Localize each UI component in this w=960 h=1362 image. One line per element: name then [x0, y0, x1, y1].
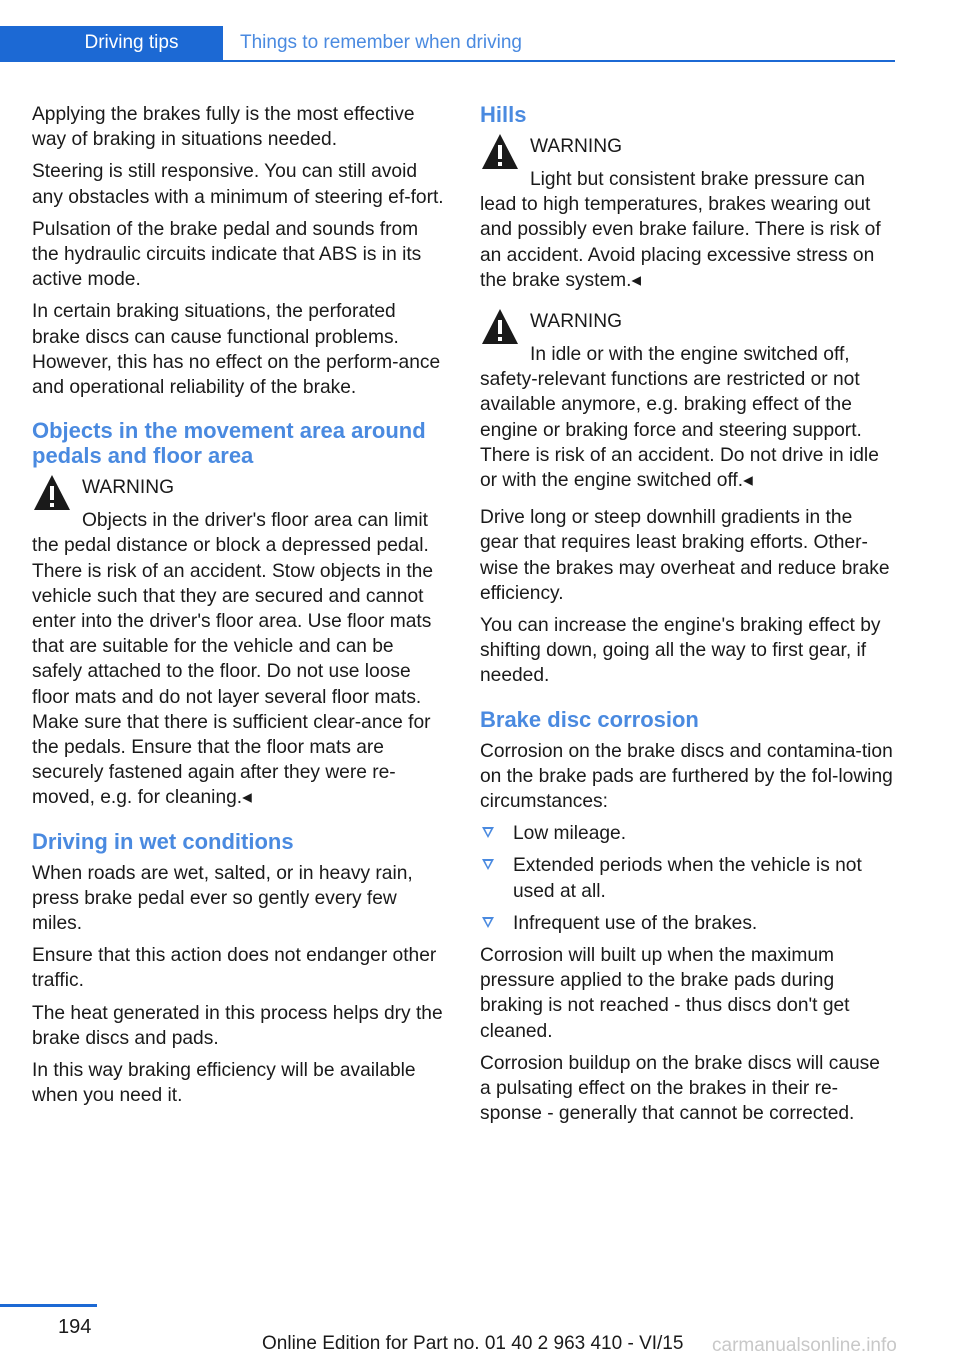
warning-box [480, 309, 895, 493]
bullet-list [480, 821, 895, 936]
warning-triangle-icon [480, 307, 520, 347]
page-number: 194 [58, 1316, 92, 1338]
warning-label: WARNING [82, 477, 175, 499]
warning-box [32, 475, 447, 810]
warning-label: WARNING [530, 136, 623, 157]
paragraph: The heat generated in this process helps dry the brake discs and pads. [32, 1002, 443, 1049]
warning-label: WARNING [530, 311, 623, 333]
warning-triangle-icon [480, 132, 520, 172]
bullet-triangle-icon [482, 859, 494, 870]
list-item: Infrequent use of the brakes. [480, 911, 895, 936]
paragraph: You can increase the engine's braking effect by shifting down, going all the way to first gear, if needed. [480, 615, 881, 687]
warning-text: safety-relevant functions are restricted or not available anymore, e.g. braking effect of the engine or braking force and steering support. There is risk of an accident. Do not drive in idle or with the engine switched off.◂ [480, 369, 879, 492]
bullet-triangle-icon [482, 827, 494, 838]
left-column [32, 102, 447, 1116]
paragraph: Pulsation of the brake pedal and sounds from the hydraulic circuits indicate that ABS is in its active mode. [32, 218, 422, 291]
paragraph: Corrosion on the brake discs and contamina‐tion on the brake pads are furthered by the fol‐lowing circumstances: [480, 740, 893, 813]
heading-wet-conditions: Driving in wet conditions [32, 828, 294, 854]
paragraph: When roads are wet, salted, or in heavy rain, press brake pedal ever so gently every few miles. [32, 862, 413, 935]
paragraph: Ensure that this action does not endanger other traffic. [32, 945, 437, 992]
paragraph: Steering is still responsive. You can still avoid any obstacles with a minimum of steering ef‐fort. [32, 161, 444, 208]
warning-box [480, 134, 895, 293]
warning-text: In idle or with the engine switched off, [530, 344, 850, 366]
right-column [480, 102, 895, 1134]
paragraph: In certain braking situations, the perforated brake discs can cause functional problems. However, this has no effect on the perform‐ance and operational reliability of the brake. [32, 301, 441, 399]
heading-objects: Objects in the movement area around pedals and floor area [32, 418, 426, 469]
section-title: Things to remember when driving [240, 32, 522, 53]
warning-triangle-icon [32, 473, 72, 513]
chapter-tab: Driving tips [0, 26, 223, 60]
page-header [0, 26, 895, 62]
warning-text: the pedal distance or block a depressed pedal. There is risk of an accident. Stow objects in the vehicle such that they are secured and cannot enter into the driver's floor area. Use floor mats that are suitable for the vehicle and can be safely attached to the floor. Do not use loose floor mats and do not layer several floor mats. Make sure that there is sufficient clear‐ance for the pedals. Ensure that the floor mats are securely fastened again after they were re‐moved, e.g. for cleaning.◂ [32, 535, 433, 809]
paragraph: Drive long or steep downhill gradients in the gear that requires least braking efforts. Other‐wise the brakes may overheat and reduce brake efficiency. [480, 507, 890, 604]
heading-hills: Hills [480, 102, 527, 127]
watermark: carmanualsonline.info [712, 1335, 897, 1356]
list-item: Extended periods when the vehicle is not used at all. [480, 853, 895, 903]
list-item: Low mileage. [480, 821, 895, 846]
warning-text: Objects in the driver's floor area can limit [82, 510, 428, 532]
heading-brake-disc-corrosion: Brake disc corrosion [480, 706, 699, 732]
footer-rule [0, 1304, 97, 1307]
paragraph: In this way braking efficiency will be available when you need it. [32, 1060, 416, 1107]
bullet-triangle-icon [482, 917, 494, 928]
paragraph: Corrosion buildup on the brake discs will cause a pulsating effect on the brakes in their re‐sponse - generally that cannot be corrected. [480, 1052, 880, 1125]
warning-text: Light but consistent brake pressure can [530, 169, 865, 190]
warning-text: lead to high temperatures, brakes wearing out and possibly even brake failure. There is risk of an accident. Avoid placing excessive stress on the brake system.◂ [480, 194, 881, 291]
edition-text: Online Edition for Part no. 01 40 2 963 410 - VI/15 [262, 1333, 684, 1354]
paragraph: Corrosion will built up when the maximum pressure applied to the brake pads during braking is not reached - thus discs don't get cleaned. [480, 945, 850, 1042]
paragraph: Applying the brakes fully is the most effective way of braking in situations needed. [32, 104, 415, 151]
header-rule [0, 60, 895, 62]
